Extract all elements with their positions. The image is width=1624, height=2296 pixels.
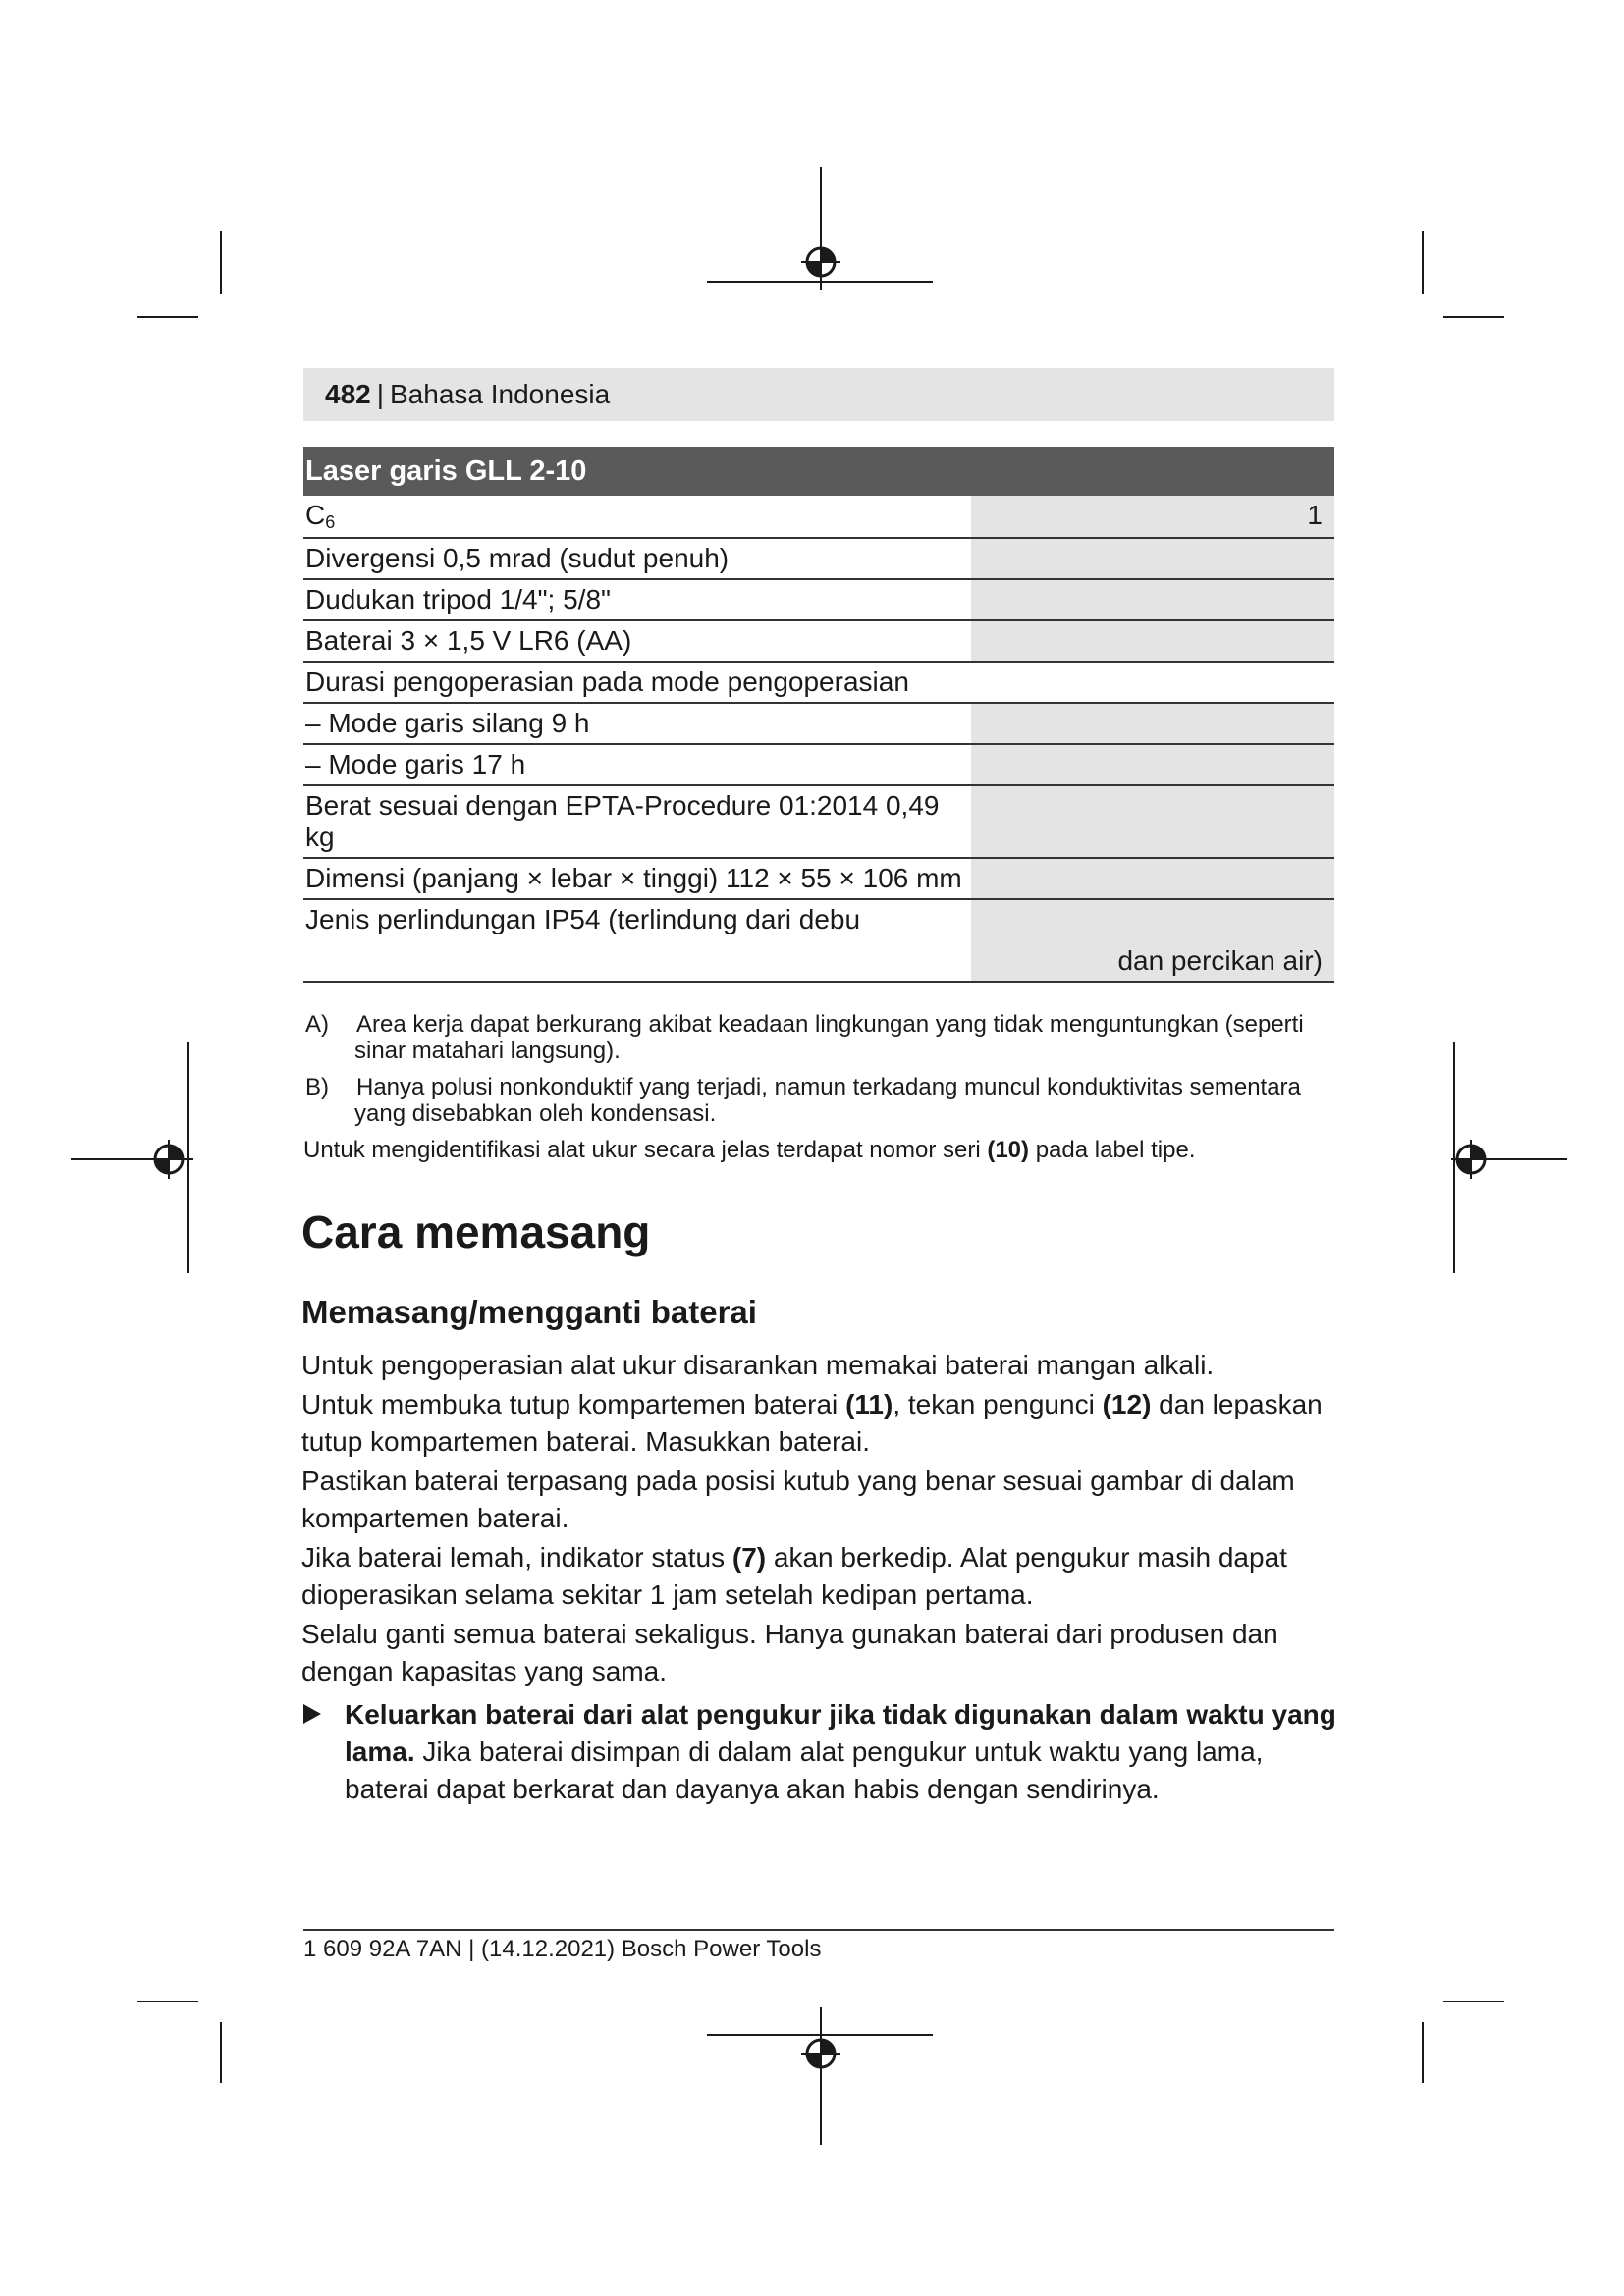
- triangle-bullet-icon: [303, 1704, 321, 1724]
- identification-text: Untuk mengidentifikasi alat ukur secara jelas terdapat nomor seri: [303, 1137, 988, 1163]
- identification-note: [303, 1137, 1334, 1163]
- spec-value: 1: [971, 496, 1334, 537]
- paragraph-text: akan berkedip. Alat pengukur masih dapat dioperasikan selama sekitar 1 jam setelah kedipan pertama.: [301, 1542, 1287, 1610]
- spec-label: Jenis perlindungan IP54 (terlindung dari debu: [305, 904, 861, 934]
- spec-row: [303, 786, 1334, 859]
- crop-line: [1443, 316, 1504, 318]
- paragraph-text: dan lepaskan tutup kompartemen baterai. Masukkan baterai.: [301, 1389, 1323, 1457]
- footnote-key: B): [305, 1074, 329, 1100]
- spec-label: – Mode garis 17 h: [305, 749, 526, 779]
- identification-ref: (10): [987, 1137, 1030, 1163]
- crop-line: [220, 2022, 222, 2083]
- spec-value: [971, 580, 1334, 619]
- spec-label: Durasi pengoperasian pada mode pengoperasian: [305, 667, 909, 697]
- spec-label: Dimensi (panjang × lebar × tinggi) 112 × 55 × 106 mm: [305, 863, 962, 893]
- header-separator: |: [376, 379, 384, 409]
- paragraph: Untuk pengoperasian alat ukur disarankan memakai baterai mangan alkali.: [301, 1350, 1215, 1380]
- spec-value: [971, 621, 1334, 661]
- footnote-text: Area kerja dapat berkurang akibat keadaan lingkungan yang tidak menguntungkan (seperti sinar matahari langsung).: [354, 1011, 1304, 1064]
- footnote: [303, 1011, 1334, 1064]
- spec-value: [971, 663, 1334, 702]
- spec-label: Baterai 3 × 1,5 V LR6 (AA): [305, 625, 632, 656]
- crop-line: [137, 316, 198, 318]
- footer-divider: [303, 1929, 1334, 1931]
- spec-row: [303, 900, 1334, 983]
- footnote: [303, 1074, 1334, 1127]
- reference-number: (12): [1102, 1389, 1152, 1419]
- paragraph: [301, 1539, 1342, 1614]
- spec-row: [303, 496, 1334, 539]
- spec-label-text: C: [305, 500, 326, 530]
- footnotes: [303, 1011, 1334, 1163]
- header-language: Bahasa Indonesia: [390, 379, 611, 409]
- registration-mark-icon: [149, 1140, 189, 1179]
- page-header: [303, 368, 1334, 421]
- crop-line: [1422, 2022, 1424, 2083]
- section-subtitle: Memasang/mengganti baterai: [301, 1294, 757, 1330]
- warning-body-text: Jika baterai disimpan di dalam alat pengukur untuk waktu yang lama, baterai dapat berkarat dan dayanya akan habis dengan sendirinya.: [345, 1736, 1264, 1804]
- spec-label: Berat sesuai dengan EPTA-Procedure 01:2014 0,49 kg: [305, 790, 940, 852]
- spec-label: [303, 496, 971, 537]
- footnote-key: A): [305, 1011, 329, 1038]
- footnote-text: Hanya polusi nonkonduktif yang terjadi, namun terkadang muncul konduktivitas sementara yang disebabkan oleh kondensasi.: [354, 1074, 1301, 1127]
- spec-value: [971, 539, 1334, 578]
- reference-number: (7): [731, 1542, 767, 1573]
- crop-line: [220, 231, 222, 294]
- crop-line: [137, 2001, 198, 2002]
- paragraph-text: Jika baterai lemah, indikator status: [301, 1542, 732, 1573]
- paragraph: Selalu ganti semua baterai sekaligus. Hanya gunakan baterai dari produsen dan dengan kapasitas yang sama.: [301, 1619, 1278, 1686]
- spec-value: dan percikan air): [971, 900, 1334, 981]
- warning-bold-text: Keluarkan baterai dari alat pengukur jika tidak digunakan dalam waktu yang lama.: [345, 1699, 1336, 1767]
- spec-row: [303, 704, 1334, 745]
- warning-item: [301, 1696, 1342, 1808]
- spec-row: [303, 580, 1334, 621]
- spec-table-title: Laser garis GLL 2-10: [303, 447, 1334, 496]
- paragraph-text: , tekan pengunci: [893, 1389, 1103, 1419]
- registration-mark-icon: [1451, 1140, 1490, 1179]
- section-body: [301, 1347, 1342, 1808]
- spec-row: [303, 621, 1334, 663]
- paragraph-text: Untuk membuka tutup kompartemen baterai: [301, 1389, 846, 1419]
- spec-row: [303, 663, 1334, 704]
- section-title: Cara memasang: [301, 1206, 651, 1257]
- paragraph: Pastikan baterai terpasang pada posisi kutub yang benar sesuai gambar di dalam kompartemen baterai.: [301, 1466, 1295, 1533]
- spec-label: Dudukan tripod 1/4"; 5/8": [305, 584, 611, 614]
- page-number: 482: [325, 379, 371, 409]
- spec-table: [303, 447, 1334, 983]
- spec-label: Divergensi 0,5 mrad (sudut penuh): [305, 543, 730, 573]
- crop-line: [1443, 2001, 1504, 2002]
- spec-row: [303, 745, 1334, 786]
- spec-row: [303, 859, 1334, 900]
- spec-label-subscript: 6: [325, 512, 336, 532]
- warning-text: [345, 1696, 1342, 1808]
- page-footer: 1 609 92A 7AN | (14.12.2021) Bosch Power Tools: [303, 1936, 822, 1962]
- identification-text-end: pada label tipe.: [1029, 1137, 1196, 1163]
- paragraph: [301, 1386, 1342, 1461]
- registration-mark-icon: [801, 2034, 840, 2073]
- reference-number: (11): [845, 1389, 893, 1419]
- spec-value: [971, 704, 1334, 743]
- spec-label: – Mode garis silang 9 h: [305, 708, 590, 738]
- crop-line: [820, 2007, 822, 2145]
- registration-mark-icon: [801, 242, 840, 282]
- crop-line: [1422, 231, 1424, 294]
- spec-value: [971, 786, 1334, 857]
- spec-value: [971, 745, 1334, 784]
- spec-row: [303, 539, 1334, 580]
- spec-value: [971, 859, 1334, 898]
